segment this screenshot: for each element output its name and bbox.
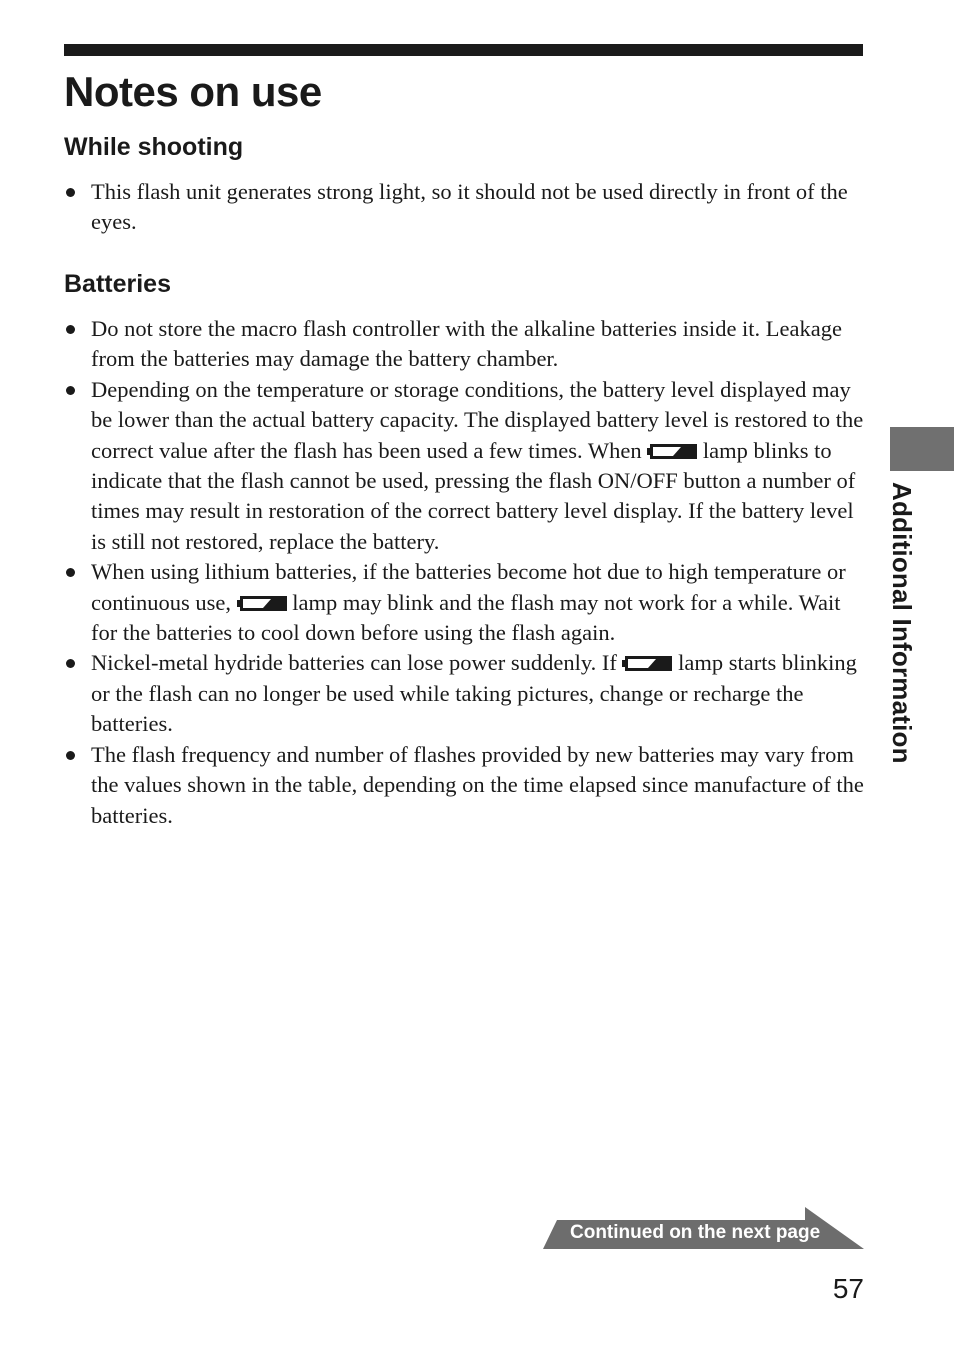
bullet-icon (66, 188, 75, 197)
battery-low-icon (647, 444, 697, 459)
batteries-list (64, 314, 864, 831)
page-number: 57 (832, 1273, 864, 1304)
bullet-icon (66, 568, 75, 577)
page-title: Notes on use (64, 68, 322, 115)
section-heading-batteries: Batteries (64, 270, 171, 298)
list-item: Nickel-metal hydride batteries can lose power suddenly. If lamp starts blinking or the flash can no longer be used while taking pictures, change or recharge the batteries. (64, 648, 864, 739)
bullet-icon (66, 325, 75, 334)
battery-low-icon (237, 596, 287, 611)
battery-low-icon (622, 656, 672, 671)
continued-label: Continued on the next page (570, 1222, 821, 1243)
while-shooting-list (64, 177, 864, 238)
list-item: Depending on the temperature or storage conditions, the battery level displayed may be lower than the actual battery capacity. The displayed battery level is restored to the correct value after the flash has been used a few times. When lamp blinks to indicate that the flash cannot be used, pressing the flash ON/OFF button a number of times may result in restoration of the correct battery level display. If the battery level is still not restored, replace the battery. (64, 375, 864, 557)
bullet-icon (66, 386, 75, 395)
top-rule (64, 44, 863, 56)
side-tab-marker (890, 427, 954, 471)
list-item: When using lithium batteries, if the batteries become hot due to high temperature or continuous use, lamp may blink and the flash may not work for a while. Wait for the batteries to cool down before using the flash again. (64, 557, 864, 648)
bullet-icon (66, 659, 75, 668)
list-item: This flash unit generates strong light, so it should not be used directly in front of the eyes. (64, 177, 864, 238)
list-item: The flash frequency and number of flashes provided by new batteries may vary from the values shown in the table, depending on the time elapsed since manufacture of the batteries. (64, 740, 864, 831)
section-heading-while-shooting: While shooting (64, 133, 244, 161)
bullet-icon (66, 751, 75, 760)
continued-banner (543, 1207, 864, 1251)
side-tab-label: Additional Information (887, 482, 917, 764)
list-item: Do not store the macro flash controller with the alkaline batteries inside it. Leakage from the batteries may damage the battery chamber. (64, 314, 864, 375)
